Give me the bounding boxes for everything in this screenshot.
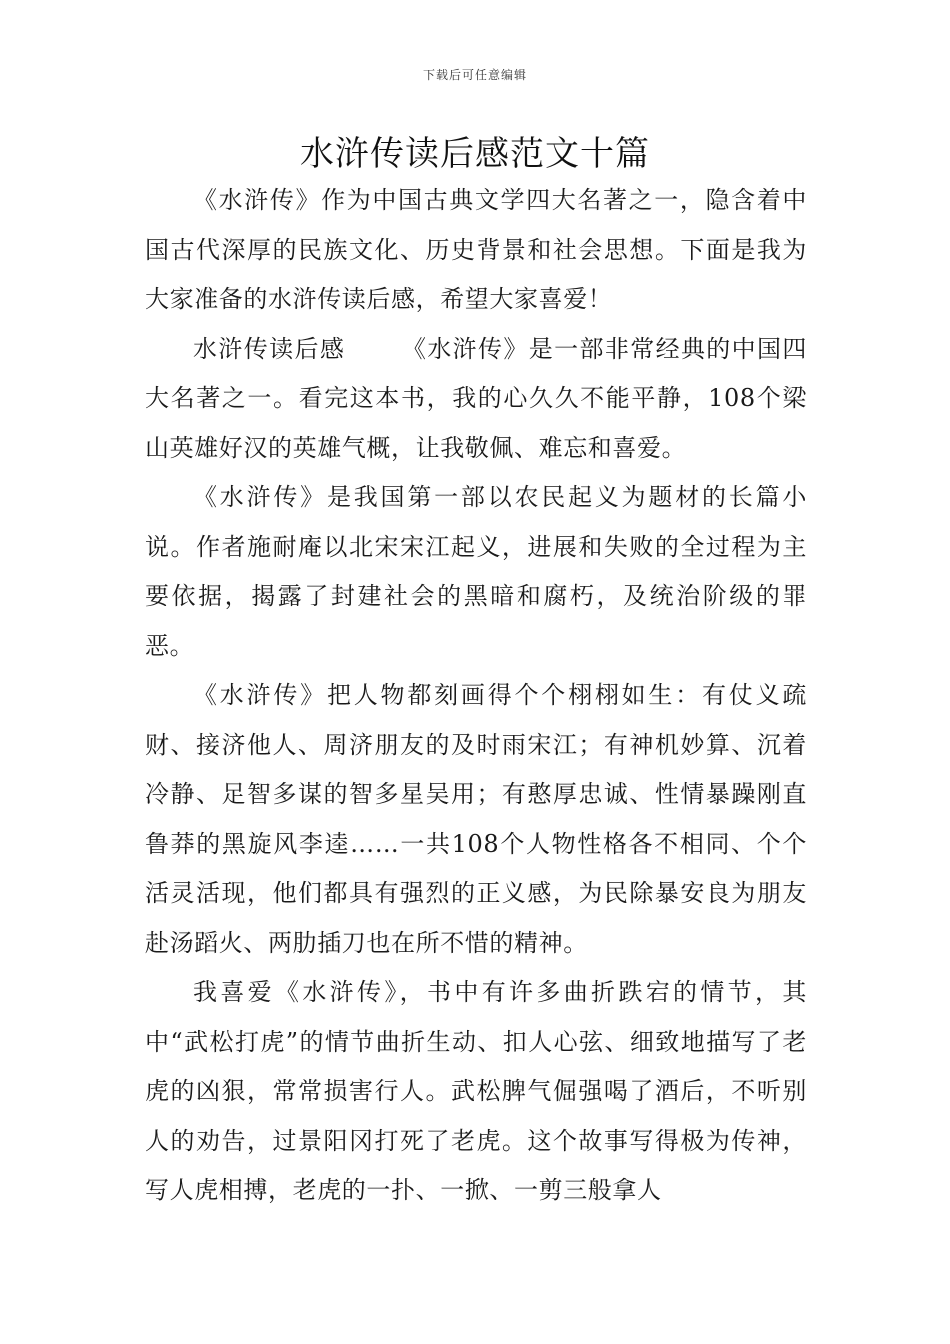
document-body bbox=[145, 176, 807, 1216]
section-text: 《水浒传》是一部非常经典的中国四大名著之一。看完这本书，我的心久久不能平静，108个梁山英雄好汉的英雄气概，让我敬佩、难忘和喜爱。 bbox=[145, 334, 807, 462]
paragraph-section-1 bbox=[145, 325, 807, 474]
paragraph-intro: 《水浒传》作为中国古典文学四大名著之一，隐含着中国古代深厚的民族文化、历史背景和社会思想。下面是我为大家准备的水浒传读后感，希望大家喜爱！ bbox=[145, 186, 807, 313]
page-header-note: 下载后可任意编辑 bbox=[422, 68, 527, 82]
paragraph-4: 我喜爱《水浒传》，书中有许多曲折跌宕的情节，其中“武松打虎”的情节曲折生动、扣人心弦、细致地描写了老虎的凶狠，常常损害行人。武松脾气倔强喝了酒后，不听别人的劝告，过景阳冈打死了老虎。这个故事写得极为传神，写人虎相搏，老虎的一扑、一掀、一剪三般拿人 bbox=[145, 978, 807, 1204]
paragraph-2: 《水浒传》是我国第一部以农民起义为题材的长篇小说。作者施耐庵以北宋宋江起义，进展和失败的全过程为主要依据，揭露了封建社会的黑暗和腐朽，及统治阶级的罪恶。 bbox=[145, 483, 807, 660]
document-title: 水浒传读后感范文十篇 bbox=[300, 134, 650, 174]
section-heading: 水浒传读后感 bbox=[193, 334, 346, 363]
paragraph-3: 《水浒传》把人物都刻画得个个栩栩如生：有仗义疏财、接济他人、周济朋友的及时雨宋江；有神机妙算、沉着冷静、足智多谋的智多星吴用；有憨厚忠诚、性情暴躁刚直鲁莽的黑旋风李逵……一共108个人物性格各不相同、个个活灵活现，他们都具有强烈的正义感，为民除暴安良为朋友赴汤蹈火、两肋插刀也在所不惜的精神。 bbox=[145, 681, 807, 957]
